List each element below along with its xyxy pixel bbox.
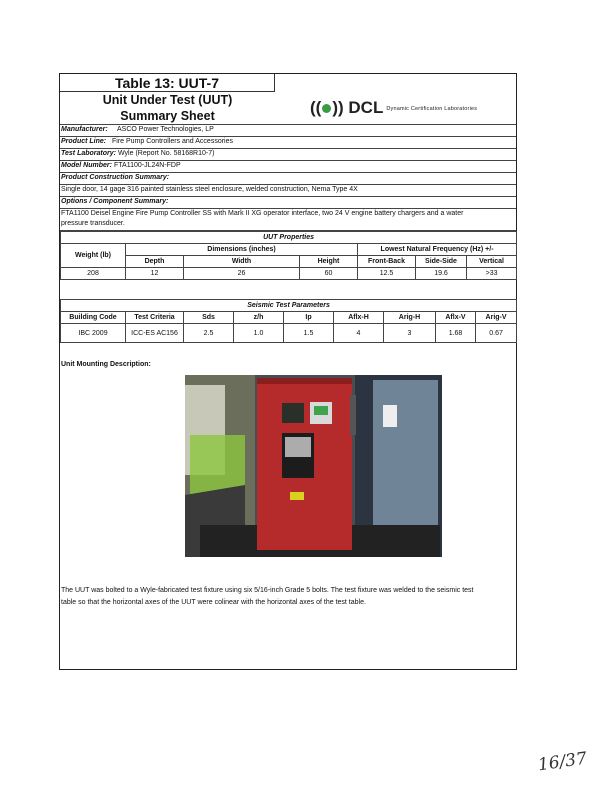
construction-label: Product Construction Summary: [61, 174, 170, 181]
width-value: 26 [184, 268, 300, 280]
page-number: 16/37 [536, 748, 589, 776]
test-lab-value: Wyle (Report No. 58168R10-7) [118, 150, 215, 157]
signal-icon: (( )) [310, 98, 344, 117]
vertical-value: >33 [467, 268, 517, 280]
manufacturer-row [60, 125, 516, 137]
dimensions-label: Dimensions (inches) [126, 244, 358, 256]
seismic-value: 1.5 [284, 324, 334, 343]
test-lab-label: Test Laboratory: [61, 150, 116, 157]
subtitle-uut: Unit Under Test (UUT) [102, 93, 233, 107]
product-line-row [60, 137, 516, 149]
model-value: FTA1100-JL24N-FDP [114, 162, 181, 169]
depth-value: 12 [126, 268, 184, 280]
model-label: Model Number: [61, 162, 112, 169]
seismic-value: IBC 2009 [61, 324, 126, 343]
frequency-label: Lowest Natural Frequency (Hz) +/- [358, 244, 517, 256]
seismic-value: 3 [384, 324, 436, 343]
seismic-value: ICC-ES AC156 [126, 324, 184, 343]
options-label-row [60, 197, 516, 209]
construction-label-row [60, 173, 516, 185]
seismic-header: Building Code [61, 312, 126, 324]
seismic-header: Arig-V [476, 312, 517, 324]
seismic-header: Sds [184, 312, 234, 324]
mounting-label: Unit Mounting Description: [61, 361, 151, 368]
seismic-header: z/h [234, 312, 284, 324]
side-side-label: Side-Side [416, 256, 467, 268]
seismic-value: 2.5 [184, 324, 234, 343]
logo-text: DCL [348, 98, 384, 117]
model-row [60, 161, 516, 173]
seismic-header: Aflx-H [334, 312, 384, 324]
uut-properties-table [60, 231, 517, 280]
test-lab-row [60, 149, 516, 161]
weight-value: 208 [61, 268, 126, 280]
table-title: Table 13: UUT-7 [60, 74, 275, 92]
uut-properties-title: UUT Properties [61, 232, 517, 244]
mounting-description [61, 585, 515, 609]
construction-value: Single door, 14 gage 316 painted stainless steel enclosure, welded construction, Nema Type 4X [61, 186, 358, 193]
uut-photo [185, 375, 442, 557]
seismic-header: Test Criteria [126, 312, 184, 324]
options-row [60, 209, 516, 231]
front-back-label: Front-Back [358, 256, 416, 268]
mounting-line2: table so that the horizontal axes of the UUT were colinear with the horizontal axes of the test table. [61, 599, 366, 606]
manufacturer-label: Manufacturer: [61, 126, 108, 133]
mounting-line1: The UUT was bolted to a Wyle-fabricated test fixture using six 5/16-inch Grade 5 bolts. The test fixture was welded to the seismic test [61, 587, 474, 594]
construction-row [60, 185, 516, 197]
seismic-table [60, 299, 517, 343]
seismic-title: Seismic Test Parameters [61, 300, 517, 312]
options-label: Options / Component Summary: [61, 198, 169, 205]
vertical-label: Vertical [467, 256, 517, 268]
width-label: Width [184, 256, 300, 268]
height-value: 60 [300, 268, 358, 280]
subtitle-summary: Summary Sheet [120, 109, 215, 123]
front-back-value: 12.5 [358, 268, 416, 280]
weight-label: Weight (lb) [61, 244, 126, 268]
product-line-label: Product Line: [61, 138, 107, 145]
height-label: Height [300, 256, 358, 268]
side-side-value: 19.6 [416, 268, 467, 280]
seismic-header: Aflx-V [436, 312, 476, 324]
seismic-value: 1.68 [436, 324, 476, 343]
product-line-value: Fire Pump Controllers and Accessories [112, 138, 233, 145]
summary-sheet [59, 73, 517, 670]
options-line1: FTA1100 Deisel Engine Fire Pump Controller SS with Mark II XG operator interface, two 24 V engine battery chargers and a water [61, 210, 464, 217]
seismic-value: 4 [334, 324, 384, 343]
uut-photo-image [185, 375, 442, 557]
logo-subtext: Dynamic Certification Laboratories [386, 105, 478, 112]
options-line2: pressure transducer. [61, 220, 125, 227]
seismic-header: Arig-H [384, 312, 436, 324]
seismic-value: 1.0 [234, 324, 284, 343]
header-row [60, 74, 516, 125]
seismic-value: 0.67 [476, 324, 517, 343]
depth-label: Depth [126, 256, 184, 268]
manufacturer-value: ASCO Power Technologies, LP [117, 126, 214, 133]
seismic-header: Ip [284, 312, 334, 324]
